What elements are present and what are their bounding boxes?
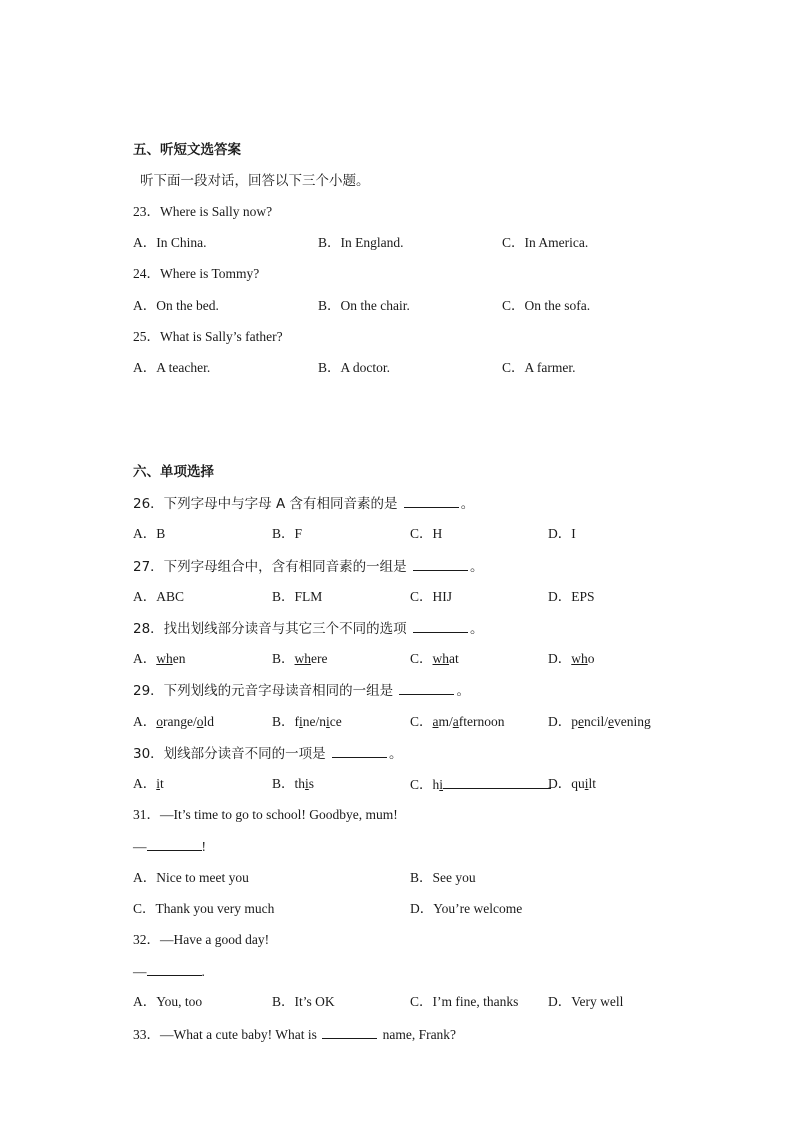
underlined-vowel: i xyxy=(156,776,161,791)
q31-stem: 31．—It’s time to go to school! Goodbye, mum! xyxy=(133,807,398,822)
q30-option-d xyxy=(548,775,596,793)
q24-stem: 24．Where is Tommy? xyxy=(133,266,260,281)
reply-end: ! xyxy=(201,839,206,854)
option-letter: A． xyxy=(133,714,157,729)
underlined-letters: wh xyxy=(432,651,450,666)
q32-option-d: D．Very well xyxy=(548,994,624,1009)
q31-option-c: C．Thank you very much xyxy=(133,901,275,916)
q27-option-a: A．ABC xyxy=(133,589,185,604)
underlined-vowel: a xyxy=(452,714,459,729)
option-letter: C． xyxy=(410,651,433,666)
word-part: qu xyxy=(571,776,585,791)
word-rest: at xyxy=(449,651,459,666)
reply-end: . xyxy=(201,964,205,979)
q24-option-c: C．On the sofa. xyxy=(502,298,591,313)
q27-option-b: B．FLM xyxy=(272,589,323,604)
section-5-title: 五、听短文选答案 xyxy=(133,142,241,158)
underlined-vowel: i xyxy=(299,714,303,729)
option-letter: A． xyxy=(133,776,157,791)
underlined-letters: wh xyxy=(571,651,588,666)
q28-option-d xyxy=(548,650,595,668)
word-rest: en xyxy=(172,651,186,666)
q31-reply xyxy=(133,837,206,856)
underlined-letters: wh xyxy=(156,651,173,666)
q26-stem xyxy=(133,494,474,513)
q25-stem: 25．What is Sally’s father? xyxy=(133,329,283,344)
q29-answer-blank[interactable] xyxy=(399,681,454,695)
q26-option-a: A．B xyxy=(133,526,166,541)
underlined-vowel: e xyxy=(608,714,614,729)
q30-option-b xyxy=(272,775,314,793)
word-part: th xyxy=(294,776,306,791)
underlined-vowel: a xyxy=(432,714,439,729)
q32-option-a: A．You, too xyxy=(133,994,203,1009)
underlined-vowel: i xyxy=(439,777,444,792)
q30-stem xyxy=(133,744,402,763)
q28-answer-blank[interactable] xyxy=(413,619,468,633)
q27-answer-blank[interactable] xyxy=(413,557,468,571)
q32-answer-blank[interactable] xyxy=(147,962,202,976)
q29-option-c xyxy=(410,713,505,731)
q27-stem xyxy=(133,557,483,576)
word-part: h xyxy=(432,777,440,792)
option-letter: B． xyxy=(272,651,295,666)
q26-stem-end: 。 xyxy=(460,496,475,512)
q27-stem-text: 27．下列字母组合中，含有相同音素的一组是 xyxy=(133,559,407,575)
dash: — xyxy=(133,839,147,854)
q26-stem-text: 26．下列字母中与字母 A 含有相同音素的是 xyxy=(133,496,398,512)
underlined-vowel: i xyxy=(584,776,589,791)
word-part: p xyxy=(571,714,578,729)
q26-answer-blank[interactable] xyxy=(404,494,459,508)
q29-option-a xyxy=(133,713,214,731)
q28-option-a xyxy=(133,650,186,668)
q29-stem xyxy=(133,681,470,700)
q26-option-d: D．I xyxy=(548,526,576,541)
q32-option-b: B．It’s OK xyxy=(272,994,335,1009)
word-part: range/ xyxy=(163,714,197,729)
q31-answer-blank[interactable] xyxy=(147,837,202,851)
word-part: ne/n xyxy=(302,714,327,729)
q25-option-b: B．A doctor. xyxy=(318,360,391,375)
q31-option-d: D．You’re welcome xyxy=(410,901,523,916)
q24-option-a: A．On the bed. xyxy=(133,298,219,313)
q26-option-b: B．F xyxy=(272,526,303,541)
q26-option-c: C．H xyxy=(410,526,443,541)
q29-stem-text: 29．下列划线的元音字母读音相同的一组是 xyxy=(133,683,394,699)
q31-option-a: A．Nice to meet you xyxy=(133,870,249,885)
q29-option-b xyxy=(272,713,342,731)
underlined-vowel: i xyxy=(326,714,330,729)
q28-stem-end: 。 xyxy=(469,621,484,637)
q27-option-d: D．EPS xyxy=(548,589,595,604)
word-part: m/ xyxy=(438,714,453,729)
q28-option-c xyxy=(410,650,459,668)
q28-option-b xyxy=(272,650,328,668)
dash: — xyxy=(133,964,147,979)
q30-stem-end: 。 xyxy=(388,746,403,762)
word-rest: lt xyxy=(588,776,597,791)
q33-stem-start: 33．—What a cute baby! What is xyxy=(133,1027,317,1042)
q23-option-c: C．In America. xyxy=(502,235,589,250)
word-rest: vening xyxy=(614,714,651,729)
word-rest: o xyxy=(587,651,595,666)
word-rest: ce xyxy=(329,714,342,729)
q23-option-b: B．In England. xyxy=(318,235,404,250)
word-part: f xyxy=(294,714,300,729)
word-rest: ld xyxy=(203,714,214,729)
option-letter: A． xyxy=(133,651,157,666)
word-rest: fternoon xyxy=(458,714,505,729)
q23-stem: 23．Where is Sally now? xyxy=(133,204,273,219)
q33-stem xyxy=(133,1025,456,1044)
option-letter: C． xyxy=(410,714,433,729)
q28-stem-text: 28．找出划线部分读音与其它三个不同的选项 xyxy=(133,621,407,637)
q33-stem-end: name, Frank? xyxy=(382,1027,457,1042)
q30-option-a xyxy=(133,775,164,793)
option-letter: D． xyxy=(548,714,572,729)
q32-stem: 32．—Have a good day! xyxy=(133,932,270,947)
underlined-letters: wh xyxy=(294,651,312,666)
underlined-vowel: o xyxy=(156,714,163,729)
section-6-title: 六、单项选择 xyxy=(133,464,214,480)
section-5-intro: 听下面一段对话，回答以下三个小题。 xyxy=(140,173,370,189)
q27-option-c: C．HIJ xyxy=(410,589,453,604)
word-rest: s xyxy=(308,776,315,791)
q24-option-b: B．On the chair. xyxy=(318,298,410,313)
option-letter: D． xyxy=(548,776,572,791)
q33-answer-blank[interactable] xyxy=(322,1025,377,1039)
q30-stem-text: 30．划线部分读音不同的一项是 xyxy=(133,746,326,762)
q30-option-c-underline xyxy=(443,775,551,789)
option-letter: D． xyxy=(548,651,572,666)
q30-answer-blank[interactable] xyxy=(332,744,387,758)
option-letter: C． xyxy=(410,777,433,792)
underlined-vowel: i xyxy=(305,776,309,791)
q29-stem-end: 。 xyxy=(456,683,470,699)
q23-option-a: A．In China. xyxy=(133,235,207,250)
q25-option-c: C．A farmer. xyxy=(502,360,576,375)
q28-stem xyxy=(133,619,483,638)
q32-option-c: C．I’m fine, thanks xyxy=(410,994,519,1009)
underlined-vowel: e xyxy=(578,714,584,729)
q29-option-d xyxy=(548,713,651,731)
word-part: ncil/ xyxy=(584,714,608,729)
q31-option-b: B．See you xyxy=(410,870,476,885)
word-rest: ere xyxy=(311,651,328,666)
q32-reply xyxy=(133,962,205,981)
q30-option-c xyxy=(410,775,551,794)
option-letter: B． xyxy=(272,714,295,729)
q27-stem-end: 。 xyxy=(469,559,484,575)
underlined-vowel: o xyxy=(196,714,204,729)
word-rest: t xyxy=(160,776,164,791)
option-letter: B． xyxy=(272,776,295,791)
q25-option-a: A．A teacher. xyxy=(133,360,211,375)
